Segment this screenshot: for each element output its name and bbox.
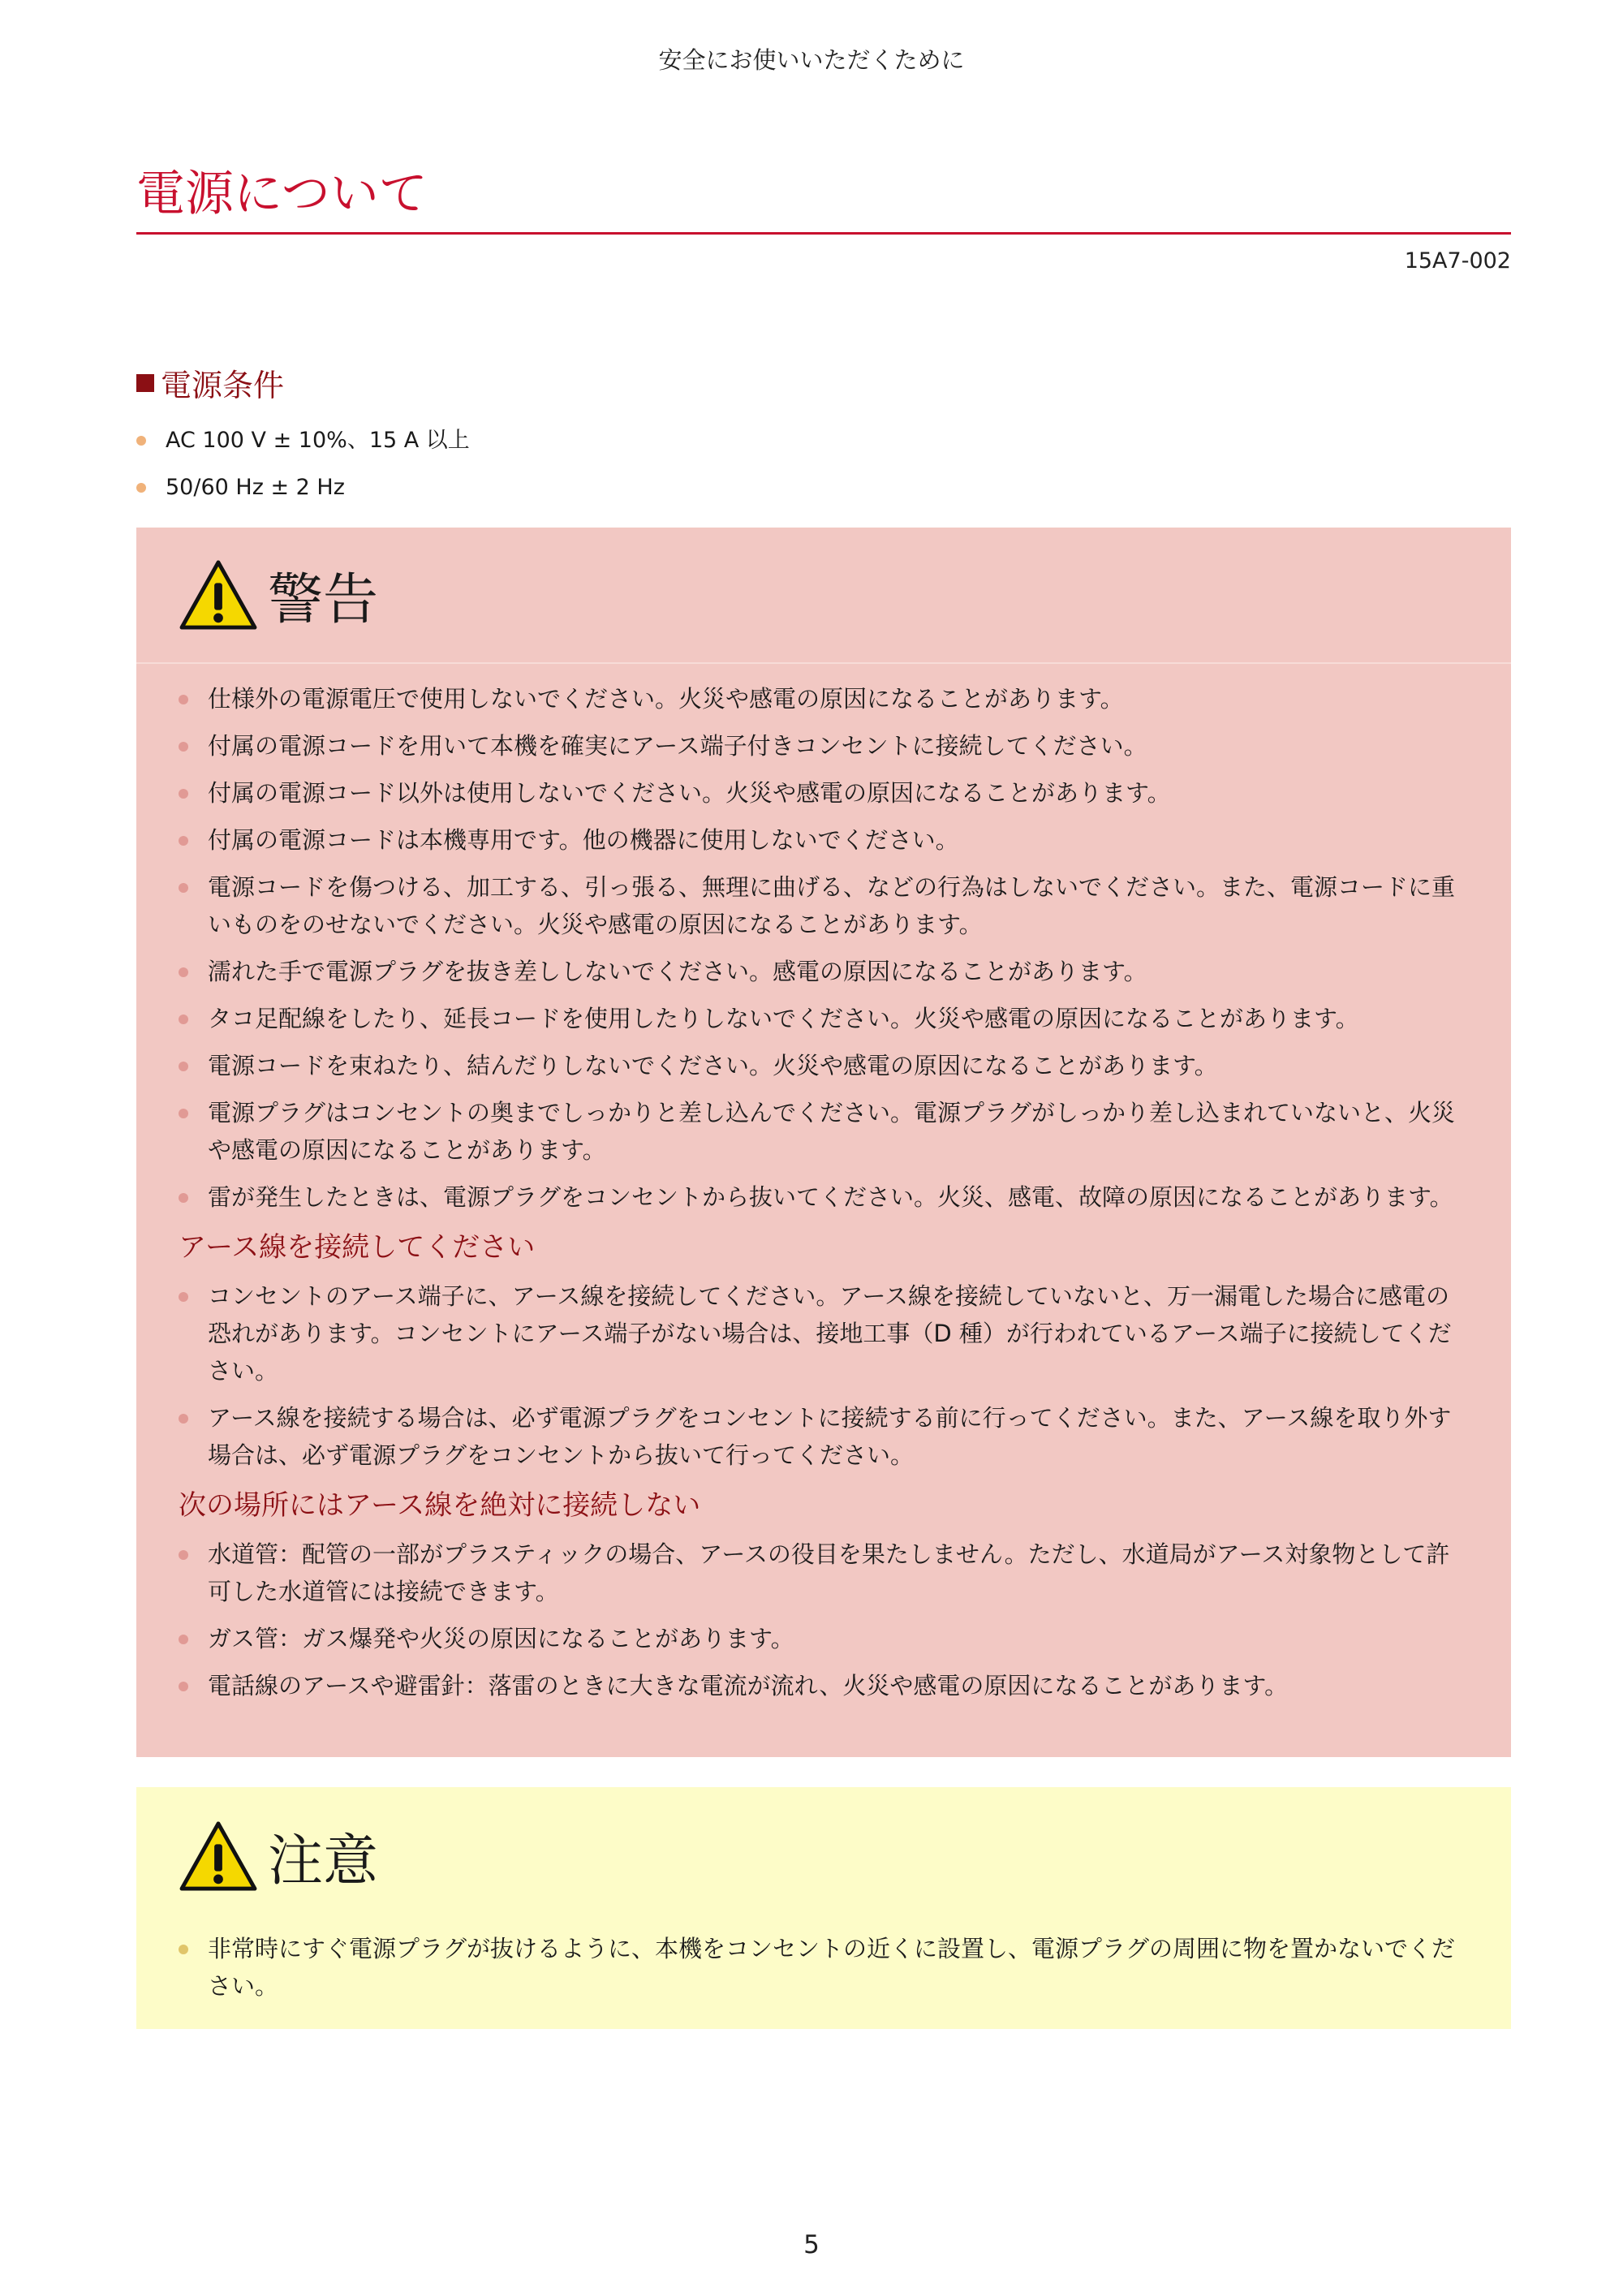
power-spec-list	[136, 417, 470, 511]
caution-box-header	[136, 1787, 1511, 1925]
bullet-icon	[179, 967, 188, 977]
warning-title: 警告	[268, 567, 379, 632]
bullet-icon	[179, 1945, 188, 1954]
bullet-icon	[179, 1682, 188, 1691]
caution-title: 注意	[268, 1829, 379, 1893]
bullet-icon	[179, 695, 188, 704]
list-item: 濡れた手で電源プラグを抜き差ししないでください。感電の原因になることがあります。	[179, 953, 1469, 990]
title-block	[136, 159, 1511, 235]
warning-triangle-icon	[179, 1820, 258, 1892]
warning-box-header	[136, 528, 1511, 664]
bullet-icon	[179, 1550, 188, 1560]
square-bullet-icon	[136, 374, 154, 392]
list-item: 水道管：配管の一部がプラスティックの場合、アースの役目を果たしません。ただし、水道局がアース対象物として許可した水道管には接続できます。	[179, 1536, 1469, 1610]
list-item: ガス管：ガス爆発や火災の原因になることがあります。	[179, 1620, 1469, 1657]
caution-list	[179, 1930, 1469, 2005]
list-item: 電話線のアースや避雷針：落雷のときに大きな電流が流れ、火災や感電の原因になることがあります。	[179, 1667, 1469, 1704]
document-code: 15A7-002	[1404, 248, 1511, 274]
earth-subheading: アース線を接続してください	[179, 1231, 536, 1264]
list-item: タコ足配線をしたり、延長コードを使用したりしないでください。火災や感電の原因になることがあります。	[179, 1000, 1469, 1037]
section-heading-label: 電源条件	[161, 368, 285, 403]
section-heading	[136, 360, 284, 405]
bullet-icon	[179, 1014, 188, 1024]
bullet-icon	[179, 1414, 188, 1424]
bullet-icon	[179, 742, 188, 752]
warning-triangle-icon	[179, 559, 258, 631]
bullet-icon	[179, 1635, 188, 1644]
bullet-icon	[179, 836, 188, 846]
bullet-icon	[179, 1292, 188, 1302]
warning-body	[136, 664, 1511, 1704]
list-item: アース線を接続する場合は、必ず電源プラグをコンセントに接続する前に行ってください。また、アース線を取り外す場合は、必ず電源プラグをコンセントから抜いて行ってください。	[179, 1399, 1469, 1474]
list-item: 付属の電源コードは本機専用です。他の機器に使用しないでください。	[179, 821, 1469, 859]
no-earth-subheading: 次の場所にはアース線を絶対に接続しない	[179, 1489, 701, 1522]
caution-box	[136, 1787, 1511, 2029]
list-item: コンセントのアース端子に、アース線を接続してください。アース線を接続していないと、万一漏電した場合に感電の恐れがあります。コンセントにアース端子がない場合は、接地工事（D 種）が行われているアース端子に接続してください。	[179, 1277, 1469, 1389]
list-item: 50/60 Hz ± 2 Hz	[136, 464, 470, 511]
list-item: 雷が発生したときは、電源プラグをコンセントから抜いてください。火災、感電、故障の原因になることがあります。	[179, 1178, 1469, 1216]
bullet-icon	[179, 789, 188, 799]
bullet-icon	[179, 1062, 188, 1071]
bullet-icon	[136, 483, 146, 493]
list-item: 電源コードを束ねたり、結んだりしないでください。火災や感電の原因になることがあります。	[179, 1047, 1469, 1084]
page-title: 電源について	[136, 166, 428, 222]
warning-box	[136, 528, 1511, 1757]
warning-list	[179, 680, 1469, 1216]
list-item: 電源コードを傷つける、加工する、引っ張る、無理に曲げる、などの行為はしないでください。また、電源コードに重いものをのせないでください。火災や感電の原因になることがあります。	[179, 868, 1469, 943]
bullet-icon	[179, 1193, 188, 1203]
list-item: 非常時にすぐ電源プラグが抜けるように、本機をコンセントの近くに設置し、電源プラグの周囲に物を置かないでください。	[179, 1930, 1469, 2005]
list-item: 電源プラグはコンセントの奥までしっかりと差し込んでください。電源プラグがしっかり差し込まれていないと、火災や感電の原因になることがあります。	[179, 1094, 1469, 1169]
page-number: 5	[803, 2230, 820, 2259]
list-item: 付属の電源コードを用いて本機を確実にアース端子付きコンセントに接続してください。	[179, 727, 1469, 765]
no-earth-list	[179, 1536, 1469, 1704]
list-item: 仕様外の電源電圧で使用しないでください。火災や感電の原因になることがあります。	[179, 680, 1469, 717]
list-item: AC 100 V ± 10%、15 A 以上	[136, 417, 470, 464]
bullet-icon	[179, 1109, 188, 1118]
list-item: 付属の電源コード以外は使用しないでください。火災や感電の原因になることがあります。	[179, 774, 1469, 812]
running-header: 安全にお使いいただくために	[658, 46, 965, 74]
bullet-icon	[136, 436, 146, 446]
earth-list	[179, 1277, 1469, 1474]
bullet-icon	[179, 883, 188, 893]
caution-body	[136, 1925, 1511, 2005]
